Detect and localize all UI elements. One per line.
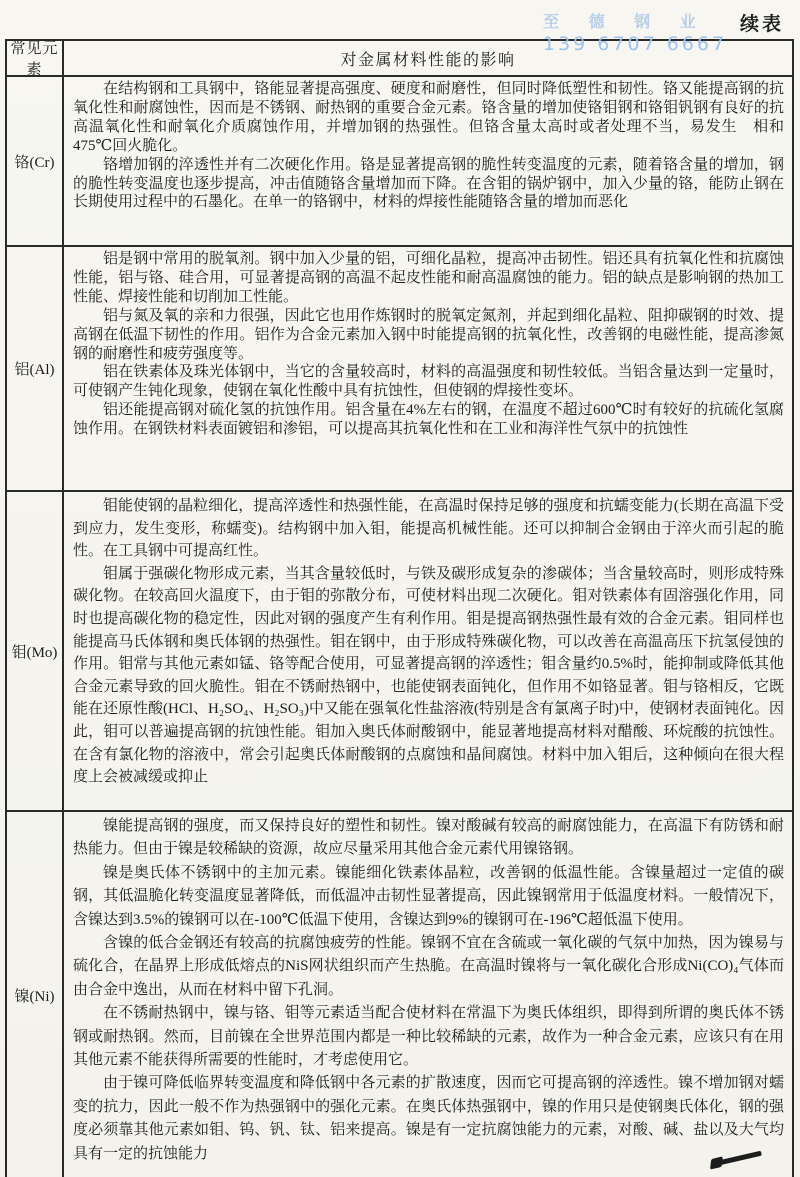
paragraph: 铝还能提高钢对硫化氢的抗蚀作用。铝含量在4%左右的钢，在温度不超过600℃时有较好的抗硫化氢腐蚀作用。在钢铁材料表面镀铝和渗铝，可以提高其抗氧化性和在工业和海洋性气氛中的抗蚀性 [73,402,784,438]
paragraph: 铝是钢中常用的脱氧剂。钢中加入少量的铝，可细化晶粒，提高冲击韧性。铝还具有抗氧化性和抗腐蚀性能，铝与铬、硅合用，可显著提高钢的高温不起皮性能和耐高温腐蚀的能力。铝的缺点是影响钢的热加工性能、焊接性能和切削加工性能。 [73,251,784,305]
header-cell-element: 常见元素 [7,41,64,75]
paragraph: 铬增加钢的淬透性并有二次硬化作用。铬是显著提高钢的脆性转变温度的元素，随着铬含量的增加，钢的脆性转变温度也逐步提高，冲击值随铬含量增加而下降。在含钼的锅炉钢中，加入少量的铬，能防止钢在长期使用过程中的石墨化。在单一的铬钢中，材料的焊接性能随铬含量的增加而恶化 [73,156,784,211]
paragraph: 镍是奥氏体不锈钢中的主加元素。镍能细化铁素体晶粒，改善钢的低温性能。含镍量超过一定值的碳钢，其低温脆化转变温度显著降低，而低温冲击韧性显著提高，因此镍钢常用于低温度材料。一般情况下，含镍达到3.5%的镍钢可以在-100℃低温下使用，含镍达到9%的镍钢可在-196℃超低温下使用。 [73,864,784,928]
element-effects-cell [64,812,792,1177]
element-name-cell: 镍(Ni) [7,812,64,1177]
table-row-aluminium [7,247,792,492]
table-row-nickel [7,812,792,1177]
element-effects-cell [64,247,792,490]
paragraph: 铝在铁素体及珠光体钢中，当它的含量较高时，材料的高温强度和韧性较低。当铝含量达到一定量时，可使钢产生钝化现象，使钢在氧化性酸中具有抗蚀性，但使钢的焊接性变坏。 [73,364,784,400]
table-row-molybdenum [7,492,792,812]
watermark-company-text: 至 德 钢 业 [543,12,708,31]
paragraph: 由于镍可降低临界转变温度和降低钢中各元素的扩散速度，因而它可提高钢的淬透性。镍不增加钢对蠕变的抗力，因此一般不作为热强钢中的强化元素。在奥氏体热强钢中，镍的作用只是使钢奥氏体化，钢的强度必须靠其他元素如钼、钨、钒、钛、铝来提高。镍是有一定抗腐蚀能力的元素，对酸、碱、盐以及大气均具有一定的抗蚀能力 [73,1075,784,1162]
paragraph: 镍能提高钢的强度，而又保持良好的塑性和韧性。镍对酸碱有较高的耐腐蚀能力，在高温下有防锈和耐热能力。但由于镍是较稀缺的资源，故应尽量采用其他合金元素代用镍铬钢。 [73,818,784,858]
watermark [543,13,727,56]
element-effects-cell [64,492,792,810]
element-name-cell: 钼(Mo) [7,492,64,810]
paragraph: 含镍的低合金钢还有较高的抗腐蚀疲劳的性能。镍钢不宜在含硫或一氧化碳的气氛中加热，因为镍易与硫化合，在晶界上形成低熔点的NiS网状组织而产生热脆。在高温时镍将与一氧化碳化合形成Ni(CO)₄气体而由合金中逸出，从而在材料中留下孔洞。 [73,935,784,998]
paragraph: 在结构钢和工具钢中，铬能显著提高强度、硬度和耐磨性，但同时降低塑性和韧性。铬又能提高钢的抗氧化性和耐腐蚀性，因而是不锈钢、耐热钢的重要合金元素。铬含量的增加使铬钼钢和铬钼钒钢有良好的抗高温氧化性和耐氧化介质腐蚀作用，并增加钢的热强性。但铬含量太高时或者处理不当，易发生 相和475℃回火脆化。 [73,81,784,154]
element-name-cell: 铬(Cr) [7,77,64,245]
element-name-cell: 铝(Al) [7,247,64,490]
continued-table-label: 续表 [739,14,784,35]
element-effects-cell [64,77,792,245]
header-cell-effect: 对金属材料性能的影响 [340,51,516,69]
paragraph: 在不锈耐热钢中，镍与铬、钼等元素适当配合使材料在常温下为奥氏体组织，即得到所谓的奥氏体不锈钢或耐热钢。然而，目前镍在全世界范围内都是一种比较稀缺的元素，故作为一种合金元素，应该只有在用其他元素不能获得所需要的性能时，才考虑使用它。 [73,1005,784,1069]
elements-effects-table [5,39,794,1177]
paragraph: 钼属于强碳化物形成元素，当其含量较低时，与铁及碳形成复杂的渗碳体；当含量较高时，则形成特殊碳化物。在较高回火温度下，由于钼的弥散分布，可使材料出现二次硬化。钼对铁素体有固溶强化作用，同时也提高碳化物的稳定性，因此对钢的强度产生有利作用。钼是提高钢热强性最有效的合金元素。钼同样也能提高马氏体钢和奥氏体钢的热强性。钼在钢中，由于形成特殊碳化物，可以改善在高温高压下抗氢侵蚀的作用。钼常与其他元素如锰、铬等配合使用，可显著提高钢的淬透性；钼含量约0.5%时，能抑制或降低其他合金元素导致的回火脆性。钼在不锈耐热钢中，也能使钢表面钝化，但作用不如铬显著。钼与铬相反，它既能在还原性酸(HCl、H₂SO₄、H₂SO₃)中又能在强氧化性盐溶液(特别是含有氯离子时)中，使钢材表面钝化。因此，钼可以普遍提高钢的抗蚀性能。钼加入奥氏体耐酸钢中，能显著地提高材料对醋酸、环烷酸的抗蚀性。在含有氯化物的溶液中，常会引起奥氏体耐酸钢的点腐蚀和晶间腐蚀。材料中加入钼后，这种倾向在很大程度上会被减缓或抑止 [73,565,784,786]
watermark-phone-number: 139 6707 6667 [543,33,728,56]
paragraph: 钼能使钢的晶粒细化，提高淬透性和热强性能，在高温时保持足够的强度和抗蠕变能力(长期在高温下受到应力，发生变形，称蠕变)。结构钢中加入钼，能提高机械性能。还可以抑制合金钢由于淬火而引起的脆性。在工具钢中可提高红性。 [73,498,784,560]
table-row-chromium [7,77,792,247]
paragraph: 铝与氮及氧的亲和力很强，因此它也用作炼钢时的脱氧定氮剂，并起到细化晶粒、阻抑碳钢的时效、提高钢在低温下韧性的作用。铝作为合金元素加入钢中时能提高钢的抗氧化性，改善钢的电磁性能，提高渗氮钢的耐磨性和疲劳强度等。 [73,307,784,362]
